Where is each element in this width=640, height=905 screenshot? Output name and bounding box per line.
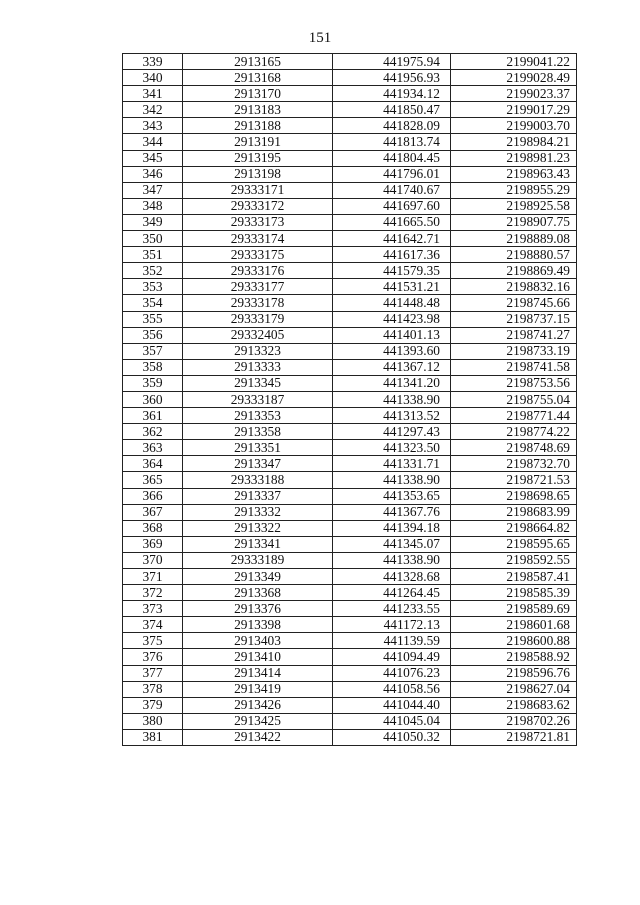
y-coordinate-cell: 2198702.26: [451, 713, 577, 729]
row-number-cell: 379: [123, 697, 183, 713]
x-coordinate-cell: 441094.49: [333, 649, 451, 665]
point-id-cell: 2913414: [183, 665, 333, 681]
table-row: [123, 633, 577, 649]
point-id-cell: 2913168: [183, 70, 333, 86]
table-row: [123, 424, 577, 440]
row-number-cell: 349: [123, 214, 183, 230]
point-id-cell: 2913403: [183, 633, 333, 649]
table-row: [123, 102, 577, 118]
y-coordinate-cell: 2198721.81: [451, 729, 577, 745]
y-coordinate-cell: 2198589.69: [451, 601, 577, 617]
y-coordinate-cell: 2198832.16: [451, 279, 577, 295]
row-number-cell: 360: [123, 391, 183, 407]
x-coordinate-cell: 441796.01: [333, 166, 451, 182]
y-coordinate-cell: 2198963.43: [451, 166, 577, 182]
y-coordinate-cell: 2198741.27: [451, 327, 577, 343]
y-coordinate-cell: 2198737.15: [451, 311, 577, 327]
row-number-cell: 381: [123, 729, 183, 745]
table-row: [123, 231, 577, 247]
y-coordinate-cell: 2198771.44: [451, 408, 577, 424]
x-coordinate-cell: 441367.76: [333, 504, 451, 520]
y-coordinate-cell: 2199003.70: [451, 118, 577, 134]
x-coordinate-cell: 441313.52: [333, 408, 451, 424]
x-coordinate-cell: 441328.68: [333, 569, 451, 585]
row-number-cell: 375: [123, 633, 183, 649]
table-row: [123, 198, 577, 214]
table-row: [123, 118, 577, 134]
x-coordinate-cell: 441139.59: [333, 633, 451, 649]
table-row: [123, 456, 577, 472]
y-coordinate-cell: 2198741.58: [451, 359, 577, 375]
row-number-cell: 350: [123, 231, 183, 247]
point-id-cell: 29333173: [183, 214, 333, 230]
table-row: [123, 569, 577, 585]
table-row: [123, 375, 577, 391]
table-row: [123, 134, 577, 150]
row-number-cell: 373: [123, 601, 183, 617]
y-coordinate-cell: 2198600.88: [451, 633, 577, 649]
x-coordinate-cell: 441338.90: [333, 552, 451, 568]
y-coordinate-cell: 2198925.58: [451, 198, 577, 214]
point-id-cell: 2913353: [183, 408, 333, 424]
point-id-cell: 2913323: [183, 343, 333, 359]
table-row: [123, 295, 577, 311]
row-number-cell: 380: [123, 713, 183, 729]
x-coordinate-cell: 441579.35: [333, 263, 451, 279]
point-id-cell: 2913322: [183, 520, 333, 536]
y-coordinate-cell: 2198683.62: [451, 697, 577, 713]
y-coordinate-cell: 2198721.53: [451, 472, 577, 488]
x-coordinate-cell: 441697.60: [333, 198, 451, 214]
x-coordinate-cell: 441423.98: [333, 311, 451, 327]
point-id-cell: 29333174: [183, 231, 333, 247]
point-id-cell: 2913188: [183, 118, 333, 134]
table-row: [123, 70, 577, 86]
x-coordinate-cell: 441956.93: [333, 70, 451, 86]
row-number-cell: 352: [123, 263, 183, 279]
x-coordinate-cell: 441394.18: [333, 520, 451, 536]
x-coordinate-cell: 441804.45: [333, 150, 451, 166]
table-row: [123, 343, 577, 359]
point-id-cell: 2913332: [183, 504, 333, 520]
point-id-cell: 2913358: [183, 424, 333, 440]
point-id-cell: 2913410: [183, 649, 333, 665]
point-id-cell: 29333175: [183, 247, 333, 263]
point-id-cell: 2913419: [183, 681, 333, 697]
table-row: [123, 214, 577, 230]
table-row: [123, 665, 577, 681]
y-coordinate-cell: 2198732.70: [451, 456, 577, 472]
x-coordinate-cell: 441813.74: [333, 134, 451, 150]
y-coordinate-cell: 2199017.29: [451, 102, 577, 118]
x-coordinate-cell: 441345.07: [333, 536, 451, 552]
table-row: [123, 311, 577, 327]
row-number-cell: 368: [123, 520, 183, 536]
row-number-cell: 377: [123, 665, 183, 681]
y-coordinate-cell: 2198596.76: [451, 665, 577, 681]
x-coordinate-cell: 441975.94: [333, 54, 451, 70]
y-coordinate-cell: 2198595.65: [451, 536, 577, 552]
y-coordinate-cell: 2198664.82: [451, 520, 577, 536]
y-coordinate-cell: 2199023.37: [451, 86, 577, 102]
row-number-cell: 369: [123, 536, 183, 552]
point-id-cell: 2913351: [183, 440, 333, 456]
row-number-cell: 344: [123, 134, 183, 150]
x-coordinate-cell: 441850.47: [333, 102, 451, 118]
row-number-cell: 374: [123, 617, 183, 633]
point-id-cell: 2913398: [183, 617, 333, 633]
row-number-cell: 346: [123, 166, 183, 182]
row-number-cell: 353: [123, 279, 183, 295]
table-row: [123, 86, 577, 102]
y-coordinate-cell: 2198955.29: [451, 182, 577, 198]
y-coordinate-cell: 2198880.57: [451, 247, 577, 263]
point-id-cell: 2913376: [183, 601, 333, 617]
row-number-cell: 365: [123, 472, 183, 488]
row-number-cell: 366: [123, 488, 183, 504]
row-number-cell: 339: [123, 54, 183, 70]
point-id-cell: 2913347: [183, 456, 333, 472]
row-number-cell: 340: [123, 70, 183, 86]
table-row: [123, 520, 577, 536]
x-coordinate-cell: 441331.71: [333, 456, 451, 472]
y-coordinate-cell: 2198748.69: [451, 440, 577, 456]
x-coordinate-cell: 441233.55: [333, 601, 451, 617]
table-row: [123, 601, 577, 617]
row-number-cell: 364: [123, 456, 183, 472]
table-row: [123, 681, 577, 697]
y-coordinate-cell: 2198907.75: [451, 214, 577, 230]
x-coordinate-cell: 441297.43: [333, 424, 451, 440]
table-row: [123, 54, 577, 70]
page-number: 151: [308, 30, 332, 46]
row-number-cell: 342: [123, 102, 183, 118]
table-row: [123, 488, 577, 504]
row-number-cell: 376: [123, 649, 183, 665]
point-id-cell: 2913425: [183, 713, 333, 729]
x-coordinate-cell: 441401.13: [333, 327, 451, 343]
y-coordinate-cell: 2198984.21: [451, 134, 577, 150]
point-id-cell: 2913165: [183, 54, 333, 70]
y-coordinate-cell: 2198698.65: [451, 488, 577, 504]
x-coordinate-cell: 441045.04: [333, 713, 451, 729]
x-coordinate-cell: 441076.23: [333, 665, 451, 681]
point-id-cell: 2913422: [183, 729, 333, 745]
x-coordinate-cell: 441323.50: [333, 440, 451, 456]
x-coordinate-cell: 441353.65: [333, 488, 451, 504]
table-row: [123, 150, 577, 166]
x-coordinate-cell: 441665.50: [333, 214, 451, 230]
table-row: [123, 552, 577, 568]
x-coordinate-cell: 441338.90: [333, 472, 451, 488]
x-coordinate-cell: 441050.32: [333, 729, 451, 745]
y-coordinate-cell: 2199041.22: [451, 54, 577, 70]
y-coordinate-cell: 2198774.22: [451, 424, 577, 440]
x-coordinate-cell: 441264.45: [333, 585, 451, 601]
y-coordinate-cell: 2198745.66: [451, 295, 577, 311]
x-coordinate-cell: 441367.12: [333, 359, 451, 375]
row-number-cell: 351: [123, 247, 183, 263]
table-row: [123, 536, 577, 552]
y-coordinate-cell: 2198889.08: [451, 231, 577, 247]
point-id-cell: 2913337: [183, 488, 333, 504]
table-row: [123, 729, 577, 745]
x-coordinate-cell: 441393.60: [333, 343, 451, 359]
y-coordinate-cell: 2198733.19: [451, 343, 577, 359]
point-id-cell: 2913349: [183, 569, 333, 585]
row-number-cell: 367: [123, 504, 183, 520]
x-coordinate-cell: 441044.40: [333, 697, 451, 713]
y-coordinate-cell: 2198683.99: [451, 504, 577, 520]
table-row: [123, 408, 577, 424]
point-id-cell: 2913170: [183, 86, 333, 102]
table-row: [123, 359, 577, 375]
point-id-cell: 2913191: [183, 134, 333, 150]
point-id-cell: 2913345: [183, 375, 333, 391]
row-number-cell: 372: [123, 585, 183, 601]
x-coordinate-cell: 441058.56: [333, 681, 451, 697]
row-number-cell: 371: [123, 569, 183, 585]
table-row: [123, 472, 577, 488]
y-coordinate-cell: 2198587.41: [451, 569, 577, 585]
y-coordinate-cell: 2198588.92: [451, 649, 577, 665]
point-id-cell: 29332405: [183, 327, 333, 343]
point-id-cell: 2913333: [183, 359, 333, 375]
table-row: [123, 585, 577, 601]
x-coordinate-cell: 441828.09: [333, 118, 451, 134]
y-coordinate-cell: 2198981.23: [451, 150, 577, 166]
point-id-cell: 2913426: [183, 697, 333, 713]
row-number-cell: 362: [123, 424, 183, 440]
table-body: [123, 54, 577, 746]
table-row: [123, 247, 577, 263]
x-coordinate-cell: 441448.48: [333, 295, 451, 311]
point-id-cell: 29333172: [183, 198, 333, 214]
table-row: [123, 182, 577, 198]
point-id-cell: 29333176: [183, 263, 333, 279]
point-id-cell: 2913341: [183, 536, 333, 552]
table-row: [123, 504, 577, 520]
row-number-cell: 363: [123, 440, 183, 456]
y-coordinate-cell: 2198755.04: [451, 391, 577, 407]
point-id-cell: 29333188: [183, 472, 333, 488]
row-number-cell: 370: [123, 552, 183, 568]
point-id-cell: 2913195: [183, 150, 333, 166]
x-coordinate-cell: 441338.90: [333, 391, 451, 407]
row-number-cell: 345: [123, 150, 183, 166]
point-id-cell: 2913368: [183, 585, 333, 601]
row-number-cell: 378: [123, 681, 183, 697]
x-coordinate-cell: 441531.21: [333, 279, 451, 295]
x-coordinate-cell: 441617.36: [333, 247, 451, 263]
point-id-cell: 29333187: [183, 391, 333, 407]
y-coordinate-cell: 2198601.68: [451, 617, 577, 633]
row-number-cell: 361: [123, 408, 183, 424]
table-row: [123, 697, 577, 713]
row-number-cell: 356: [123, 327, 183, 343]
x-coordinate-cell: 441172.13: [333, 617, 451, 633]
table-row: [123, 391, 577, 407]
row-number-cell: 358: [123, 359, 183, 375]
table-row: [123, 166, 577, 182]
x-coordinate-cell: 441642.71: [333, 231, 451, 247]
table-row: [123, 279, 577, 295]
point-id-cell: 29333178: [183, 295, 333, 311]
table-row: [123, 263, 577, 279]
y-coordinate-cell: 2198753.56: [451, 375, 577, 391]
y-coordinate-cell: 2198869.49: [451, 263, 577, 279]
point-id-cell: 29333171: [183, 182, 333, 198]
row-number-cell: 347: [123, 182, 183, 198]
point-id-cell: 2913183: [183, 102, 333, 118]
point-id-cell: 29333189: [183, 552, 333, 568]
y-coordinate-cell: 2198627.04: [451, 681, 577, 697]
row-number-cell: 355: [123, 311, 183, 327]
point-id-cell: 29333179: [183, 311, 333, 327]
x-coordinate-cell: 441740.67: [333, 182, 451, 198]
row-number-cell: 359: [123, 375, 183, 391]
row-number-cell: 343: [123, 118, 183, 134]
table-row: [123, 440, 577, 456]
y-coordinate-cell: 2198592.55: [451, 552, 577, 568]
point-id-cell: 2913198: [183, 166, 333, 182]
row-number-cell: 341: [123, 86, 183, 102]
x-coordinate-cell: 441341.20: [333, 375, 451, 391]
table-row: [123, 327, 577, 343]
row-number-cell: 354: [123, 295, 183, 311]
row-number-cell: 357: [123, 343, 183, 359]
coordinates-table: [122, 53, 577, 746]
table-row: [123, 649, 577, 665]
x-coordinate-cell: 441934.12: [333, 86, 451, 102]
y-coordinate-cell: 2198585.39: [451, 585, 577, 601]
point-id-cell: 29333177: [183, 279, 333, 295]
table-row: [123, 617, 577, 633]
table-row: [123, 713, 577, 729]
y-coordinate-cell: 2199028.49: [451, 70, 577, 86]
row-number-cell: 348: [123, 198, 183, 214]
